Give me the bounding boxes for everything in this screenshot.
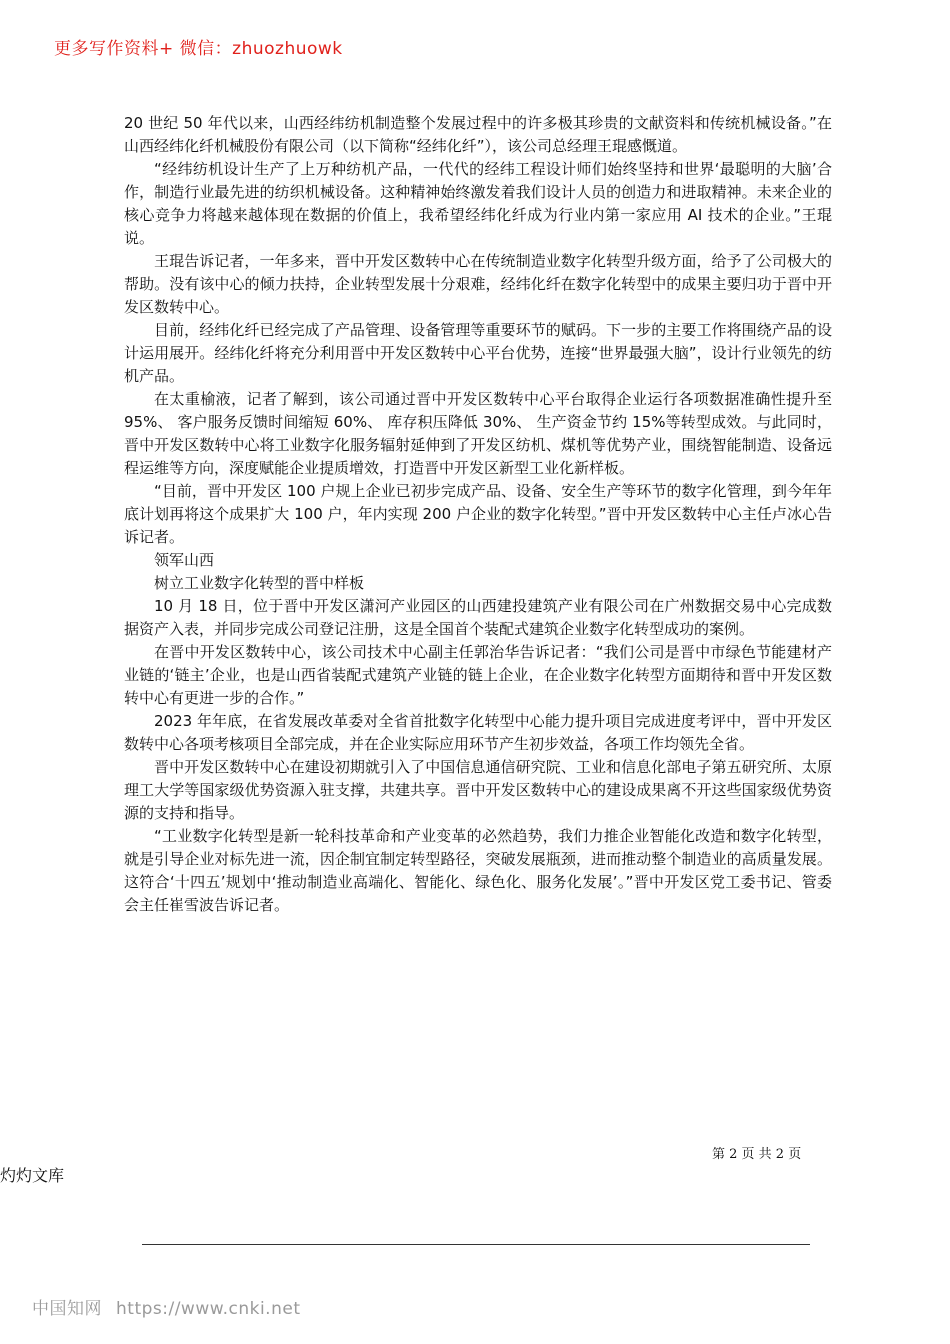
promo-link[interactable]: 更多写作资料+ 微信：zhuozhuowk [54, 39, 343, 59]
site-name: 中国知网 [32, 1299, 102, 1319]
paragraph: “工业数字化转型是新一轮科技革命和产业变革的必然趋势，我们力推企业智能化改造和数字化转型，就是引导企业对标先进一流，因企制宜制定转型路径，突破发展瓶颈，进而推动整个制造业的高质量发展。这符合‘十四五’规划中‘推动制造业高端化、智能化、绿色化、服务化发展’。”晋中开发区党工委书记、管委会主任崔雪波告诉记者。 [124, 827, 832, 914]
paragraph: 2023 年年底，在省发展改革委对全省首批数字化转型中心能力提升项目完成进度考评中，晋中开发区数转中心各项考核项目全部完成，并在企业实际应用环节产生初步效益，各项工作均领先全省。 [124, 712, 832, 753]
library-name: 灼灼文库 [0, 1166, 65, 1185]
footer-divider [142, 1244, 810, 1245]
paragraph: 王琨告诉记者，一年多来，晋中开发区数转中心在传统制造业数字化转型升级方面，给予了公司极大的帮助。没有该中心的倾力扶持，企业转型发展十分艰难，经纬化纤在数字化转型中的成果主要归功于晋中开发区数转中心。 [124, 252, 832, 316]
section-heading: 领军山西 [154, 551, 215, 569]
paragraph: 20 世纪 50 年代以来，山西经纬纺机制造整个发展过程中的许多极其珍贵的文献资料和传统机械设备。”在山西经纬化纤机械股份有限公司（以下简称“经纬化纤”），该公司总经理王琨感慨道。 [124, 114, 832, 155]
paragraph: “目前，晋中开发区 100 户规上企业已初步完成产品、设备、安全生产等环节的数字化管理，到今年年底计划再将这个成果扩大 100 户，年内实现 200 户企业的数字化转型。”晋中开发区数转中心主任卢冰心告诉记者。 [124, 482, 832, 546]
paragraph: 在晋中开发区数转中心，该公司技术中心副主任郭治华告诉记者：“我们公司是晋中市绿色节能建材产业链的‘链主’企业，也是山西省装配式建筑产业链的链上企业，在企业数字化转型方面期待和晋中开发区数转中心有更进一步的合作。” [124, 643, 832, 707]
paragraph: 在太重榆液，记者了解到，该公司通过晋中开发区数转中心平台取得企业运行各项数据准确性提升至 95%、 客户服务反馈时间缩短 60%、 库存积压降低 30%、 生产资金节约 15%等转型成效。与此同时，晋中开发区数转中心将工业数字化服务辐射延伸到了开发区纺机、煤机等优势产业，围绕智能制造、设备远程运维等方向，深度赋能企业提质增效，打造晋中开发区新型工业化新样板。 [124, 390, 832, 477]
paragraph: “经纬纺机设计生产了上万种纺机产品，一代代的经纬工程设计师们始终坚持和世界‘最聪明的大脑’合作，制造行业最先进的纺织机械设备。这种精神始终激发着我们设计人员的创造力和进取精神。未来企业的核心竞争力将越来越体现在数据的价值上，我希望经纬化纤成为行业内第一家应用 AI 技术的企业。”王琨说。 [124, 160, 832, 247]
site-url-link[interactable]: https://www.cnki.net [116, 1299, 301, 1319]
article-body [124, 112, 832, 917]
section-subheading: 树立工业数字化转型的晋中样板 [154, 574, 365, 592]
paragraph: 目前，经纬化纤已经完成了产品管理、设备管理等重要环节的赋码。下一步的主要工作将围绕产品的设计运用展开。经纬化纤将充分利用晋中开发区数转中心平台优势，连接“世界最强大脑”，设计行业领先的纺机产品。 [124, 321, 832, 385]
paragraph: 10 月 18 日，位于晋中开发区潇河产业园区的山西建投建筑产业有限公司在广州数据交易中心完成数据资产入表，并同步完成公司登记注册，这是全国首个装配式建筑企业数字化转型成功的案例。 [124, 597, 832, 638]
paragraph: 晋中开发区数转中心在建设初期就引入了中国信息通信研究院、工业和信息化部电子第五研究所、太原理工大学等国家级优势资源入驻支撑，共建共享。晋中开发区数转中心的建设成果离不开这些国家级优势资源的支持和指导。 [124, 758, 832, 822]
page-number: 第 2 页 共 2 页 [712, 1147, 802, 1162]
footer [32, 1294, 300, 1319]
